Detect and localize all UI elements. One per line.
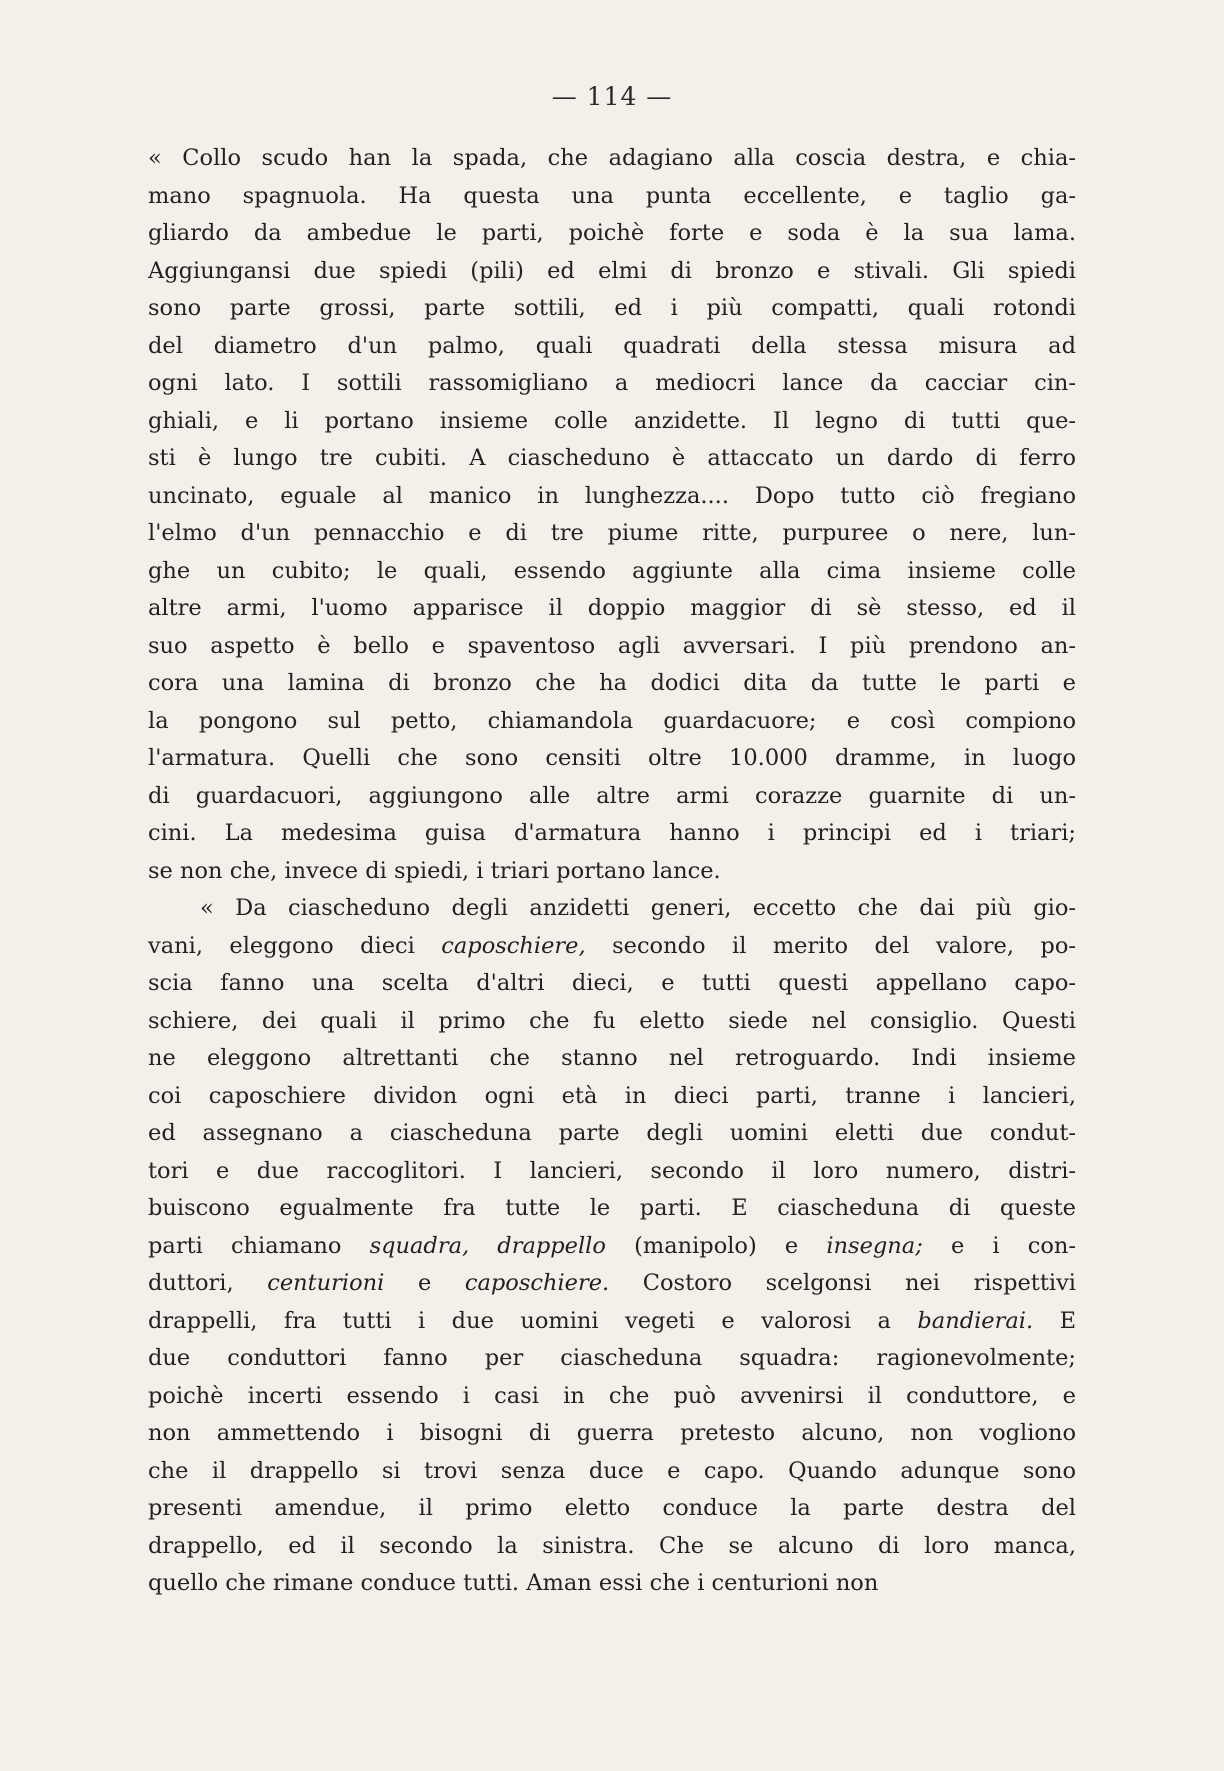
text-line: ghe un cubito; le quali, essendo aggiunte alla cima insieme colle xyxy=(148,557,1076,584)
text-run: parti chiamano xyxy=(148,1232,370,1259)
text-run: drappelli, fra tutti i due uomini vegeti e valorosi a xyxy=(148,1307,918,1334)
text-line xyxy=(148,1190,1076,1228)
text-line xyxy=(148,1565,1076,1603)
text-line xyxy=(148,1228,1076,1266)
text-run: ne eleggono altrettanti che stanno nel retroguardo. Indi insieme xyxy=(148,1045,1076,1071)
text-line: la pongono sul petto, chiamandola guardacuore; e così compiono xyxy=(148,707,1076,734)
text-line xyxy=(148,1378,1076,1416)
text-run: secondo il merito del valore, po- xyxy=(585,932,1076,959)
text-line xyxy=(148,1528,1076,1566)
text-run: ed assegnano a ciascheduna parte degli uomini eletti due condut- xyxy=(148,1120,1076,1146)
text-run: e xyxy=(384,1270,465,1296)
text-run: schiere, dei quali il primo che fu eletto siede nel consiglio. Questi xyxy=(148,1007,1076,1034)
text-line: mano spagnuola. Ha questa una punta eccellente, e taglio ga- xyxy=(148,182,1076,209)
text-line xyxy=(148,965,1076,1003)
text-line xyxy=(148,1153,1076,1191)
text-run: poichè incerti essendo i casi in che può avvenirsi il conduttore, e xyxy=(148,1382,1076,1409)
text-line: ogni lato. I sottili rassomigliano a mediocri lance da cacciar cin- xyxy=(148,370,1076,396)
text-run: e i con- xyxy=(922,1232,1076,1259)
text-line xyxy=(148,1040,1076,1078)
text-line: se non che, invece di spiedi, i triari portano lance. xyxy=(148,857,721,884)
text-line xyxy=(148,890,1076,928)
text-line: l'armatura. Quelli che sono censiti oltre 10.000 dramme, in luogo xyxy=(148,745,1076,771)
text-run: tori e due raccoglitori. I lancieri, secondo il loro numero, distri- xyxy=(148,1157,1076,1184)
text-run: vani, eleggono dieci xyxy=(148,932,442,959)
text-line xyxy=(148,1453,1076,1491)
text-line: uncinato, eguale al manico in lunghezza.... Dopo tutto ciò fregiano xyxy=(148,482,1076,509)
text-line: del diametro d'un palmo, quali quadrati della stessa misura ad xyxy=(148,332,1076,359)
text-line: ghiali, e li portano insieme colle anzidette. Il legno di tutti que- xyxy=(148,407,1076,434)
italic-term: caposchiere. xyxy=(464,1270,610,1296)
text-run: coi caposchiere dividon ogni età in dieci parti, tranne i lancieri, xyxy=(148,1082,1076,1109)
text-line xyxy=(148,1265,1076,1303)
italic-term: bandierai. xyxy=(917,1307,1034,1334)
text-run: duttori, xyxy=(148,1270,268,1296)
text-line xyxy=(148,1078,1076,1116)
paragraph-1 xyxy=(148,140,1076,890)
text-line xyxy=(148,928,1076,966)
text-line: « Collo scudo han la spada, che adagiano alla coscia destra, e chia- xyxy=(148,145,1076,171)
text-run: quello che rimane conduce tutti. Aman essi che i centurioni non xyxy=(148,1570,879,1596)
text-run: scia fanno una scelta d'altri dieci, e tutti questi appellano capo- xyxy=(148,970,1076,996)
text-run: E xyxy=(1033,1307,1076,1334)
text-line xyxy=(148,1303,1076,1341)
text-line: l'elmo d'un pennacchio e di tre piume ritte, purpuree o nere, lun- xyxy=(148,520,1076,546)
text-run: Costoro scelgonsi nei rispettivi xyxy=(609,1270,1076,1296)
text-line xyxy=(148,1340,1076,1378)
text-line: cini. La medesima guisa d'armatura hanno i principi ed i triari; xyxy=(148,820,1076,846)
text-line: Aggiungansi due spiedi (pili) ed elmi di bronzo e stivali. Gli spiedi xyxy=(148,257,1076,284)
text-line xyxy=(148,1415,1076,1453)
text-run: buiscono egualmente fra tutte le parti. E ciascheduna di queste xyxy=(148,1195,1076,1221)
text-line: suo aspetto è bello e spaventoso agli avversari. I più prendono an- xyxy=(148,632,1076,659)
text-run: drappello, ed il secondo la sinistra. Che se alcuno di loro manca, xyxy=(148,1532,1076,1559)
text-line xyxy=(148,1115,1076,1153)
text-run: (manipolo) e xyxy=(605,1232,827,1259)
italic-term: insegna; xyxy=(826,1232,923,1259)
text-line: cora una lamina di bronzo che ha dodici dita da tutte le parti e xyxy=(148,670,1076,696)
text-line: gliardo da ambedue le parti, poichè forte e soda è la sua lama. xyxy=(148,220,1076,246)
text-line xyxy=(148,1003,1076,1041)
text-line: sono parte grossi, parte sottili, ed i più compatti, quali rotondi xyxy=(148,295,1076,321)
text-line: sti è lungo tre cubiti. A ciascheduno è attaccato un dardo di ferro xyxy=(148,445,1076,471)
paragraph-2 xyxy=(148,890,1076,1603)
italic-term: squadra, drappello xyxy=(369,1232,606,1259)
text-run: non ammettendo i bisogni di guerra pretesto alcuno, non vogliono xyxy=(148,1420,1076,1446)
body-text xyxy=(148,140,1076,1603)
text-line: altre armi, l'uomo apparisce il doppio maggior di sè stesso, ed il xyxy=(148,595,1076,621)
text-run: due conduttori fanno per ciascheduna squadra: ragionevolmente; xyxy=(148,1345,1076,1371)
page-number: — 114 — xyxy=(551,82,673,111)
italic-term: centurioni xyxy=(267,1270,385,1296)
text-run: presenti amendue, il primo eletto conduce la parte destra del xyxy=(148,1495,1076,1521)
text-line: di guardacuori, aggiungono alle altre armi corazze guarnite di un- xyxy=(148,782,1076,809)
text-run: che il drappello si trovi senza duce e capo. Quando adunque sono xyxy=(148,1457,1076,1484)
text-run: « Da ciascheduno degli anzidetti generi, eccetto che dai più gio- xyxy=(200,895,1076,921)
italic-term: caposchiere, xyxy=(441,932,586,959)
text-line xyxy=(148,1490,1076,1528)
